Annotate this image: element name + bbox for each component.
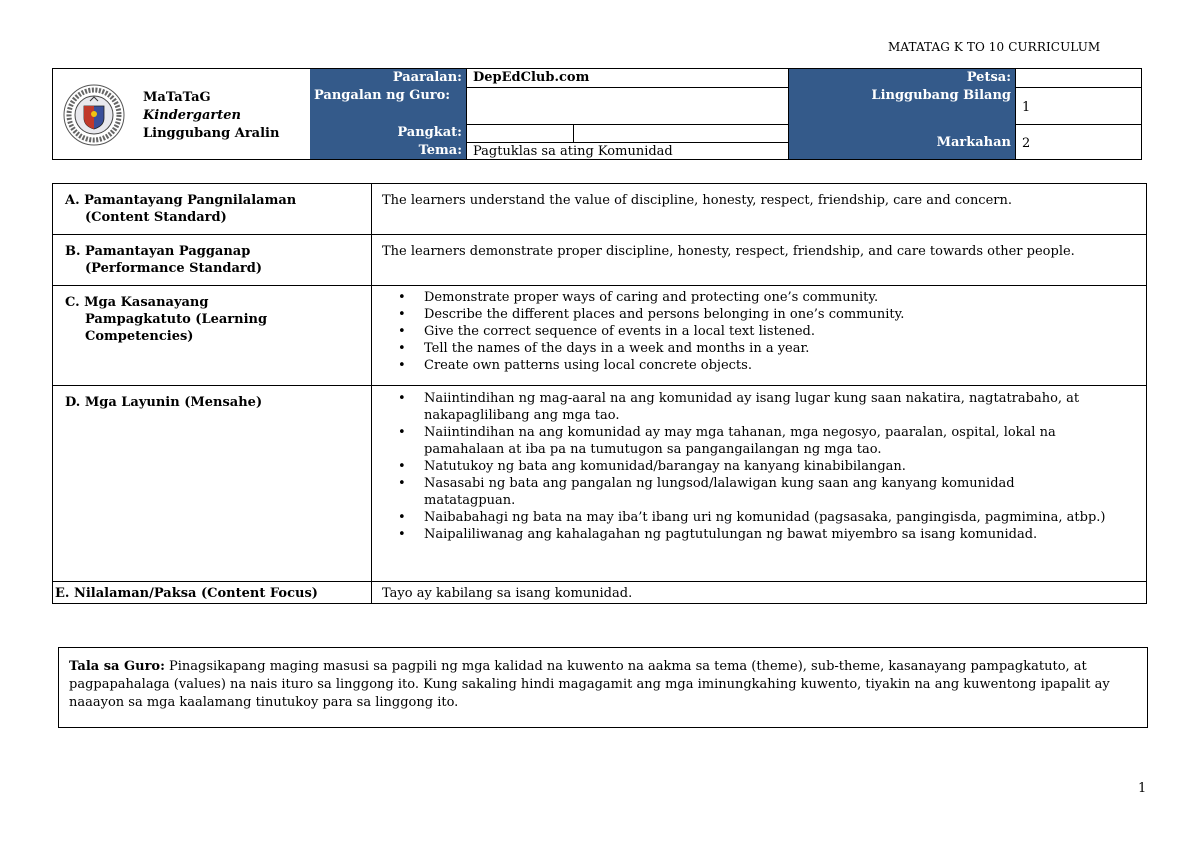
row-b-label [53, 235, 372, 286]
row-a-label [53, 184, 372, 235]
teacher-note [58, 647, 1148, 728]
objectives-list [382, 390, 1106, 543]
curriculum-title: MATATAG K TO 10 CURRICULUM [888, 40, 1101, 54]
row-d-title: D. Mga Layunin (Mensahe) [65, 395, 263, 410]
row-content-focus [53, 582, 1147, 604]
paaralan-value: DepEdClub.com [466, 68, 789, 88]
brand-linggubang-aralin: Linggubang Aralin [143, 126, 280, 141]
list-item: • Naibabahagi ng bata na may iba’t ibang uri ng komunidad (pagsasaka, pangingisda, pagmimina, atbp.) [382, 509, 1106, 526]
row-performance-standard [53, 235, 1147, 286]
row-c-subtitle-1: Pampagkatuto (Learning [85, 312, 268, 327]
list-item: • Tell the names of the days in a week and months in a year. [382, 340, 1136, 357]
row-objectives [53, 386, 1147, 582]
row-a-subtitle: (Content Standard) [85, 210, 227, 225]
note-label: Tala sa Guro: [69, 659, 165, 674]
row-b-title: B. Pamantayan Pagganap [65, 244, 251, 259]
bilang-label: Linggubang Bilang [789, 87, 1015, 124]
brand-kindergarten: Kindergarten [143, 108, 241, 123]
list-item: • Demonstrate proper ways of caring and protecting one’s community. [382, 289, 1136, 306]
list-item: • Describe the different places and persons belonging in one’s community. [382, 306, 1136, 323]
list-item: • Give the correct sequence of events in a local text listened. [382, 323, 1136, 340]
markahan-label: Markahan [789, 124, 1015, 159]
list-item: • Nasasabi ng bata ang pangalan ng lungsod/lalawigan kung saan ang kanyang komunidad matatagpuan. [382, 475, 1106, 509]
row-c-label [53, 286, 372, 386]
pangkat-extra-value [573, 124, 789, 143]
markahan-value: 2 [1015, 124, 1142, 160]
row-d-label [53, 386, 372, 582]
row-a-content: The learners understand the value of discipline, honesty, respect, friendship, care and concern. [372, 184, 1147, 235]
tema-label: Tema: [310, 142, 466, 159]
row-e-content: Tayo ay kabilang sa isang komunidad. [372, 582, 1147, 604]
page-number: 1 [1138, 781, 1147, 796]
row-e-label: E. Nilalaman/Paksa (Content Focus) [53, 582, 372, 604]
row-a-title: A. Pamantayang Pangnilalaman [65, 193, 297, 208]
row-b-content: The learners demonstrate proper discipline, honesty, respect, friendship, and care towards other people. [372, 235, 1147, 286]
row-learning-competencies [53, 286, 1147, 386]
row-c-title: C. Mga Kasanayang [65, 295, 209, 310]
paaralan-label: Paaralan: [310, 69, 466, 87]
petsa-value[interactable] [1015, 68, 1142, 88]
guro-value[interactable] [466, 87, 789, 125]
tema-value: Pagtuklas sa ating Komunidad [466, 142, 789, 160]
guro-label: Pangalan ng Guro: [310, 87, 466, 124]
pangkat-label: Pangkat: [310, 124, 466, 142]
row-content-standard [53, 184, 1147, 235]
list-item: • Naipaliliwanag ang kahalagahan ng pagtutulungan ng bawat miyembro sa isang komunidad. [382, 526, 1106, 543]
logo-cell [53, 69, 311, 159]
lesson-plan-table [52, 183, 1147, 604]
header-table [52, 68, 1142, 160]
list-item: • Naiintindihan ng mag-aaral na ang komunidad ay isang lugar kung saan nakatira, nagtatrabaho, at nakapaglilibang ang mga tao. [382, 390, 1106, 424]
brand-matatag: MaTaTaG [143, 90, 211, 105]
list-item: • Natutukoy ng bata ang komunidad/barangay na kanyang kinabibilangan. [382, 458, 1106, 475]
row-d-content [372, 386, 1147, 582]
row-b-subtitle: (Performance Standard) [85, 261, 263, 276]
list-item: • Create own patterns using local concrete objects. [382, 357, 1136, 374]
petsa-label: Petsa: [789, 69, 1015, 87]
note-text: Pinagsikapang maging masusi sa pagpili ng mga kalidad na kuwento na aakma sa tema (theme), sub-theme, kasanayang pampagkatuto, at pagpapahalaga (values) na nais ituro sa linggong ito. Kung sakaling hindi magagamit ang mga iminungkahing kuwento, tiyakin na ang kuwentong ipapalit ay naaayon sa mga kaalamang tinutukoy para sa linggong ito. [69, 659, 1110, 710]
brand-block [143, 89, 279, 143]
pangkat-value[interactable] [466, 124, 574, 143]
row-c-content [372, 286, 1147, 386]
deped-seal-icon [63, 84, 125, 146]
competencies-list [382, 289, 1136, 374]
bilang-value: 1 [1015, 87, 1142, 125]
list-item: • Naiintindihan na ang komunidad ay may mga tahanan, mga negosyo, paaralan, ospital, lokal na pamahalaan at iba pa na tumutugon sa pangangailangan ng mga tao. [382, 424, 1106, 458]
row-c-subtitle-2: Competencies) [85, 329, 194, 344]
